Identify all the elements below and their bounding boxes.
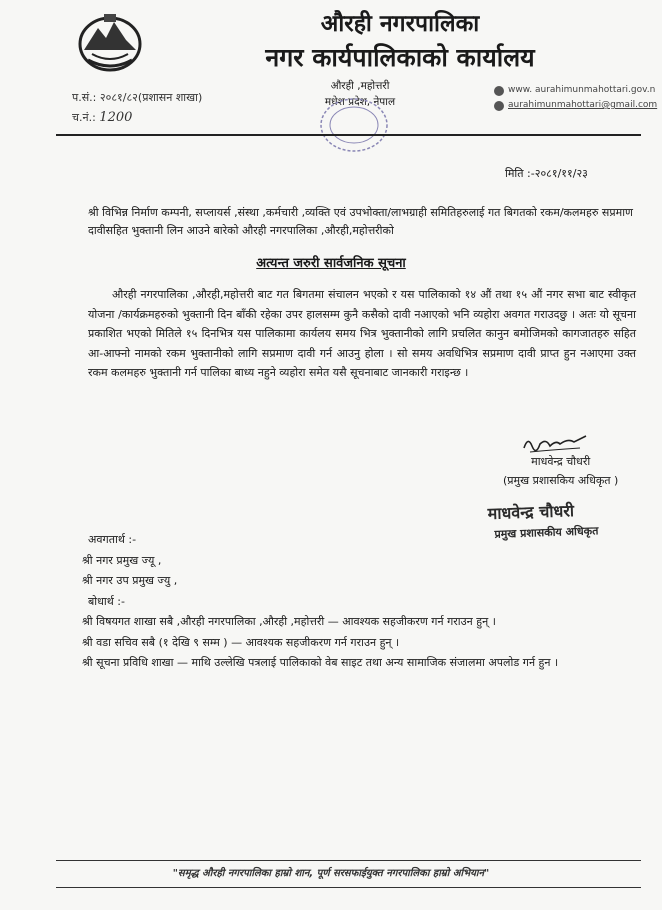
municipality-name: औरही नगरपालिका — [320, 11, 480, 37]
addressee-paragraph: श्री विभिन्न निर्माण कम्पनी, सप्लायर्स ,संस्था ,कर्मचारी ,व्यक्ति एवं उपभोक्ता/लाभग्राही समितिहरुलाई गत बिगतको रकम/कलमहरु सप्रमाण दावीसहित भुक्तानी लिन आउने बारेको औरही नगरपालिका ,औरही,महोत्तरीको — [88, 206, 633, 237]
website-text: www. aurahimunmahottari.gov.n — [508, 85, 656, 95]
footer-divider-top — [56, 860, 641, 861]
office-title — [230, 10, 570, 72]
contact-block — [494, 83, 657, 113]
footer-divider-bottom — [56, 887, 641, 888]
reference-number: प.सं.: २०८१/८२(प्रशासन शाखा) — [72, 91, 203, 104]
signer-name: माधवेन्द्र चौधरी — [531, 455, 591, 468]
dispatch-number — [72, 108, 202, 128]
email-icon — [494, 101, 504, 111]
website-row — [494, 83, 657, 98]
info-item: श्री नगर प्रमुख ज्यू , — [82, 553, 162, 567]
stamp-name: माधवेन्द्र चौधरी — [487, 501, 575, 524]
header-divider — [56, 134, 641, 136]
email-row — [494, 98, 657, 113]
office-name: नगर कार्यपालिकाको कार्यालय — [265, 43, 535, 72]
notice-body: औरही नगरपालिका ,औरही,महोत्तरी बाट गत बिगतमा संचालन भएको र यस पालिकाको १४ औं तथा १५ औं नगर सभा बाट स्वीकृत योजना /कार्यक्रमहरुको भुक्तानी दिन बाँकी रहेका उपर हालसम्म कुनै कसैको दावी नआएको भनि व्यहोरा अवगत गराउदछु । अतः यो सूचना प्रकाशित भएको मितिले १५ दिनभित्र यस पालिकामा कार्यलय समय भित्र भुक्तानीको लागि प्रचलित कानुन बमोजिमको कागजातहरु सहित आ-आफ्नो नामको रकम भुक्तानीको लागि सप्रमाण दावी गर्न आउनु होला । सो समय अवधिभित्र सप्रमाण दावी प्राप्त हुन नआएमा उक्त रकम कलमहरु भुक्तानी गर्न पालिका बाध्य नहुने व्यहोरा समेत यसै सूचनाबाट जानकारी गराइन्छ । — [88, 288, 636, 379]
address-line-1: औरही ,महोत्तरी — [330, 80, 390, 92]
info-label: अवगतार्थ :- — [88, 533, 137, 546]
letter-date: मिति :-२०८१/११/२३ — [505, 167, 588, 180]
copy-list — [82, 530, 558, 674]
nepal-emblem-icon — [74, 10, 146, 74]
stamp-title: प्रमुख प्रशासकीय अधिकृत — [494, 524, 599, 541]
action-label: बोधार्थ :- — [88, 594, 125, 608]
signer-block — [503, 452, 618, 490]
info-item: श्री नगर उप प्रमुख ज्यु , — [82, 574, 178, 587]
signer-title: (प्रमुख प्रशासकिय अधिकृत ) — [503, 474, 619, 487]
action-item: श्री विषयगत शाखा सबै ,औरही नगरपालिका ,औरही ,महोत्तरी — आवश्यक सहजीकरण गर्न गराउन हुन् । — [82, 615, 496, 628]
reference-block — [72, 88, 202, 128]
office-seal-icon — [318, 96, 390, 154]
globe-icon — [494, 86, 504, 96]
action-item: श्री वडा सचिव सबै (१ देखि ९ सम्म ) — आवश्यक सहजीकरण गर्न गराउन हुन् । — [82, 635, 400, 649]
action-item: श्री सूचना प्रविधि शाखा — माथि उल्लेखि पत्रलाई पालिकाको वेब साइट तथा अन्य सामाजिक संजालमा अपलोड गर्न हुन । — [82, 656, 559, 669]
notice-subject: अत्यन्त जरुरी सार्वजनिक सूचना — [256, 256, 406, 271]
email-text: aurahimunmahottari@gmail.com — [508, 100, 658, 110]
address-line-2: मधेश प्रदेश, नेपाल — [324, 96, 396, 108]
footer-slogan: "समृद्ध औरही नगरपालिका हाम्रो शान, पूर्ण सरसफाईयुक्त नगरपालिका हाम्रो अभियान" — [172, 868, 490, 879]
dispatch-number-value: 1200 — [99, 110, 133, 125]
dispatch-number-label: च.नं.: — [72, 111, 96, 124]
